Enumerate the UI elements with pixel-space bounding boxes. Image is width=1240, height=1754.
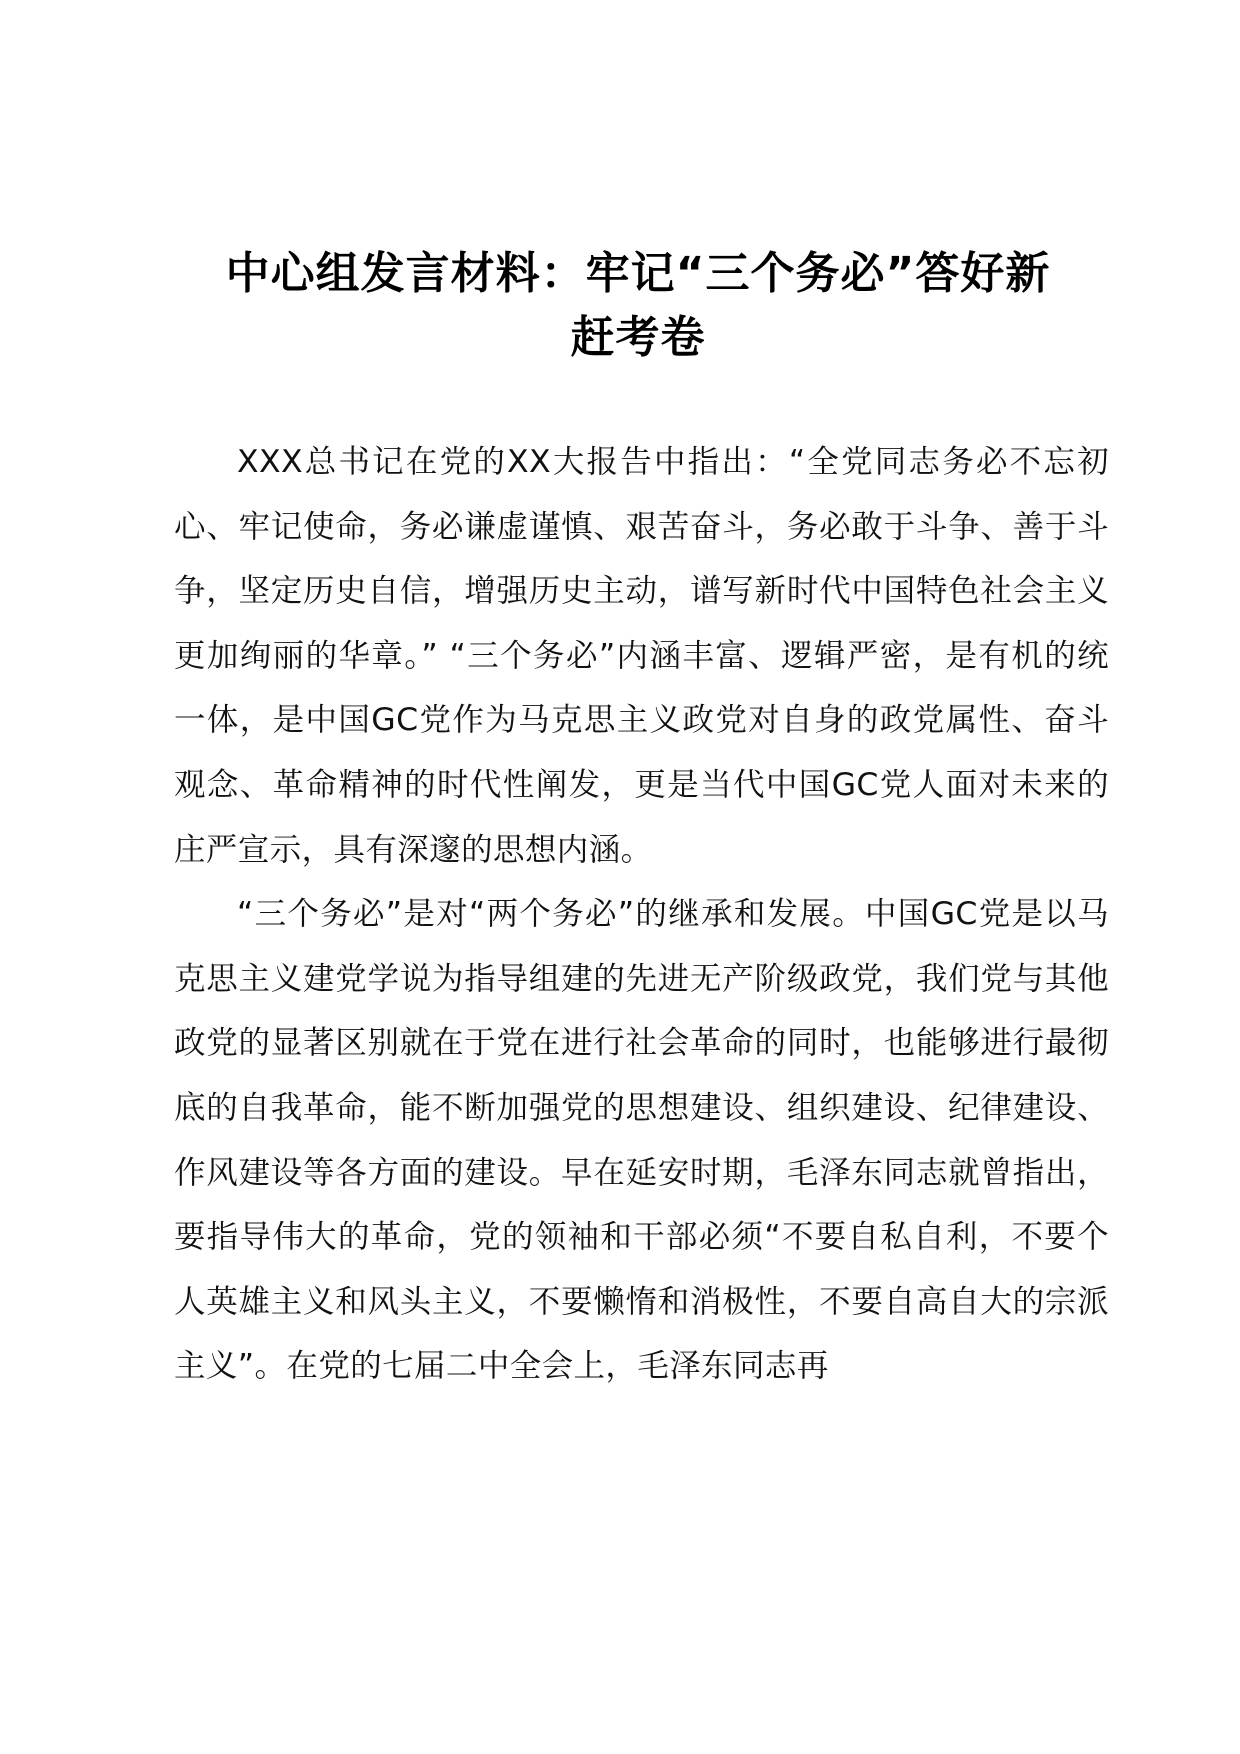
title-line-1: 中心组发言材料：牢记“三个务必”答好新 [225, 248, 1051, 299]
title-line-2: 赶考卷 [570, 312, 706, 363]
document-title [168, 242, 1108, 370]
document-body [174, 430, 1109, 1399]
paragraph-1: XXX总书记在党的XX大报告中指出：“全党同志务必不忘初心、牢记使命，务必谦虚谨慎、艰苦奋斗，务必敢于斗争、善于斗争，坚定历史自信，增强历史主动，谱写新时代中国特色社会主义更加绚丽的华章。” “三个务必”内涵丰富、逻辑严密，是有机的统一体，是中国GC党作为马克思主义政党对自身的政党属性、奋斗观念、革命精神的时代性阐发，更是当代中国GC党人面对未来的庄严宣示，具有深邃的思想内涵。 [174, 444, 1109, 868]
paragraph-2: “三个务必”是对“两个务必”的继承和发展。中国GC党是以马克思主义建党学说为指导组建的先进无产阶级政党，我们党与其他政党的显著区别就在于党在进行社会革命的同时，也能够进行最彻底的自我革命，能不断加强党的思想建设、组织建设、纪律建设、作风建设等各方面的建设。早在延安时期，毛泽东同志就曾指出，要指导伟大的革命，党的领袖和干部必须“不要自私自利，不要个人英雄主义和风头主义，不要懒惰和消极性，不要自高自大的宗派主义”。在党的七届二中全会上，毛泽东同志再 [174, 896, 1109, 1385]
